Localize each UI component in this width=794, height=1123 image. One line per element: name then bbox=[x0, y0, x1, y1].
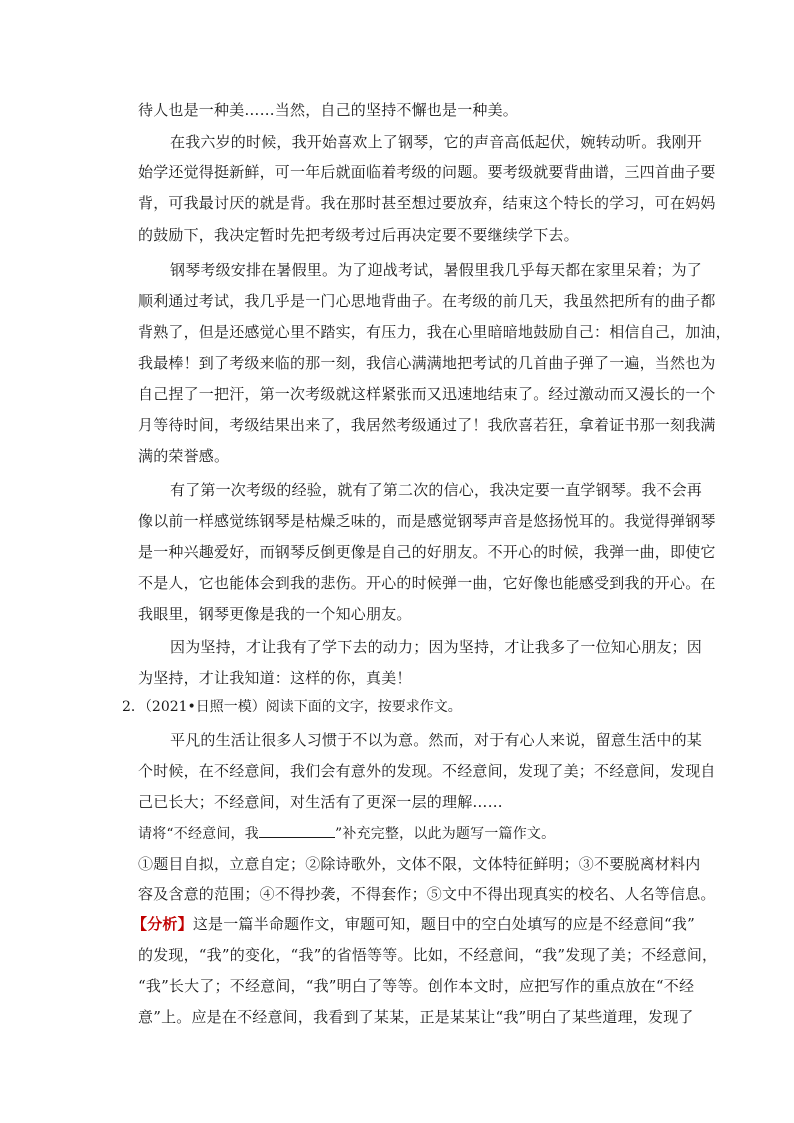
essay-line: 是一种兴趣爱好，而钢琴反倒更像是自己的好朋友。不开心的时候，我弹一曲，即使它 bbox=[138, 543, 716, 561]
essay-line: 我眼里，钢琴更像是我的一个知心朋友。 bbox=[138, 605, 412, 623]
essay-line: 顺利通过考试，我几乎是一门心思地背曲子。在考级的前几天，我虽然把所有的曲子都 bbox=[138, 292, 716, 310]
analysis-line: “我”长大了；不经意间，“我”明白了等等。创作本文时，应把写作的重点放在“不经 bbox=[138, 977, 695, 995]
essay-line: 月等待时间，考级结果出来了，我居然考级通过了！我欣喜若狂，拿着证书那一刻我满 bbox=[138, 416, 716, 434]
essay-line: 始学还觉得挺新鲜，可一年后就面临着考级的问题。要考级就要背曲谱，三四首曲子要 bbox=[138, 163, 716, 181]
analysis-line: 的发现，“我”的变化，“我”的省悟等等。比如，不经意间，“我”发现了美；不经意间， bbox=[138, 946, 718, 964]
instruction-after: ”补充完整，以此为题写一篇作文。 bbox=[334, 826, 556, 842]
essay-line: 有了第一次考级的经验，就有了第二次的信心，我决定要一直学钢琴。我不会再 bbox=[170, 481, 703, 499]
question-source: （2021•日照一模）阅读下面的文字，按要求作文。 bbox=[144, 699, 462, 715]
essay-line: 待人也是一种美……当然，自己的坚持不懈也是一种美。 bbox=[138, 101, 519, 119]
essay-line: 因为坚持，才让我有了学下去的动力；因为坚持，才让我多了一位知心朋友；因 bbox=[170, 638, 703, 656]
essay-line: 为坚持，才让我知道：这样的你，真美！ bbox=[138, 669, 412, 687]
essay-line: 自己捏了一把汗，第一次考级就这样紧张而又迅速地结束了。经过激动而又漫长的一个 bbox=[138, 385, 716, 403]
fill-in-blank bbox=[259, 823, 335, 838]
essay-line: 背熟了，但是还感觉心里不踏实，有压力，我在心里暗暗地鼓励自己：相信自己，加油， bbox=[138, 323, 731, 341]
requirement-line: 容及含意的范围；④不得抄袭，不得套作；⑤文中不得出现真实的校名、人名等信息。 bbox=[138, 885, 716, 903]
prompt-line: 个时候，在不经意间，我们会有意外的发现。不经意间，发现了美；不经意间，发现自 bbox=[138, 762, 716, 780]
essay-line: 钢琴考级安排在暑假里。为了迎战考试，暑假里我几乎每天都在家里呆着；为了 bbox=[170, 261, 703, 279]
essay-line: 背，可我最讨厌的就是背。我在那时甚至想过要放弃，结束这个特长的学习，可在妈妈 bbox=[138, 194, 716, 212]
analysis-first-line: 这是一篇半命题作文，审题可知，题目中的空白处填写的应是不经意间“我” bbox=[192, 915, 695, 933]
question-header bbox=[122, 697, 462, 717]
essay-line: 的鼓励下，我决定暂时先把考级考过后再决定要不要继续学下去。 bbox=[138, 226, 579, 244]
instruction-line bbox=[138, 823, 555, 844]
prompt-line: 平凡的生活让很多人习惯于不以为意。然而，对于有心人来说，留意生活中的某 bbox=[170, 731, 703, 749]
analysis-line: 意”上。应是在不经意间，我看到了某某，正是某某让“我”明白了某些道理，发现了 bbox=[138, 1008, 694, 1026]
essay-line: 我最棒！到了考级来临的那一刻，我信心满满地把考试的几首曲子弹了一遍，当然也为 bbox=[138, 354, 716, 372]
essay-line: 满的荣誉感。 bbox=[138, 447, 230, 465]
requirement-line: ①题目自拟，立意自定；②除诗歌外，文体不限，文体特征鲜明；③不要脱离材料内 bbox=[138, 855, 701, 873]
instruction-before: 请将“不经意间，我 bbox=[138, 826, 259, 842]
question-number: 2． bbox=[122, 699, 145, 715]
prompt-line: 己已长大；不经意间，对生活有了更深一层的理解…… bbox=[138, 793, 503, 811]
essay-line: 不是人，它也能体会到我的悲伤。开心的时候弹一曲，它好像也能感受到我的开心。在 bbox=[138, 574, 716, 592]
essay-line: 在我六岁的时候，我开始喜欢上了钢琴，它的声音高低起伏，婉转动听。我刚开 bbox=[170, 133, 703, 151]
analysis-tag: 【分析】 bbox=[132, 915, 193, 933]
essay-line: 像以前一样感觉练钢琴是枯燥乏味的，而是感觉钢琴声音是悠扬悦耳的。我觉得弹钢琴 bbox=[138, 512, 716, 530]
analysis-line bbox=[132, 914, 695, 934]
